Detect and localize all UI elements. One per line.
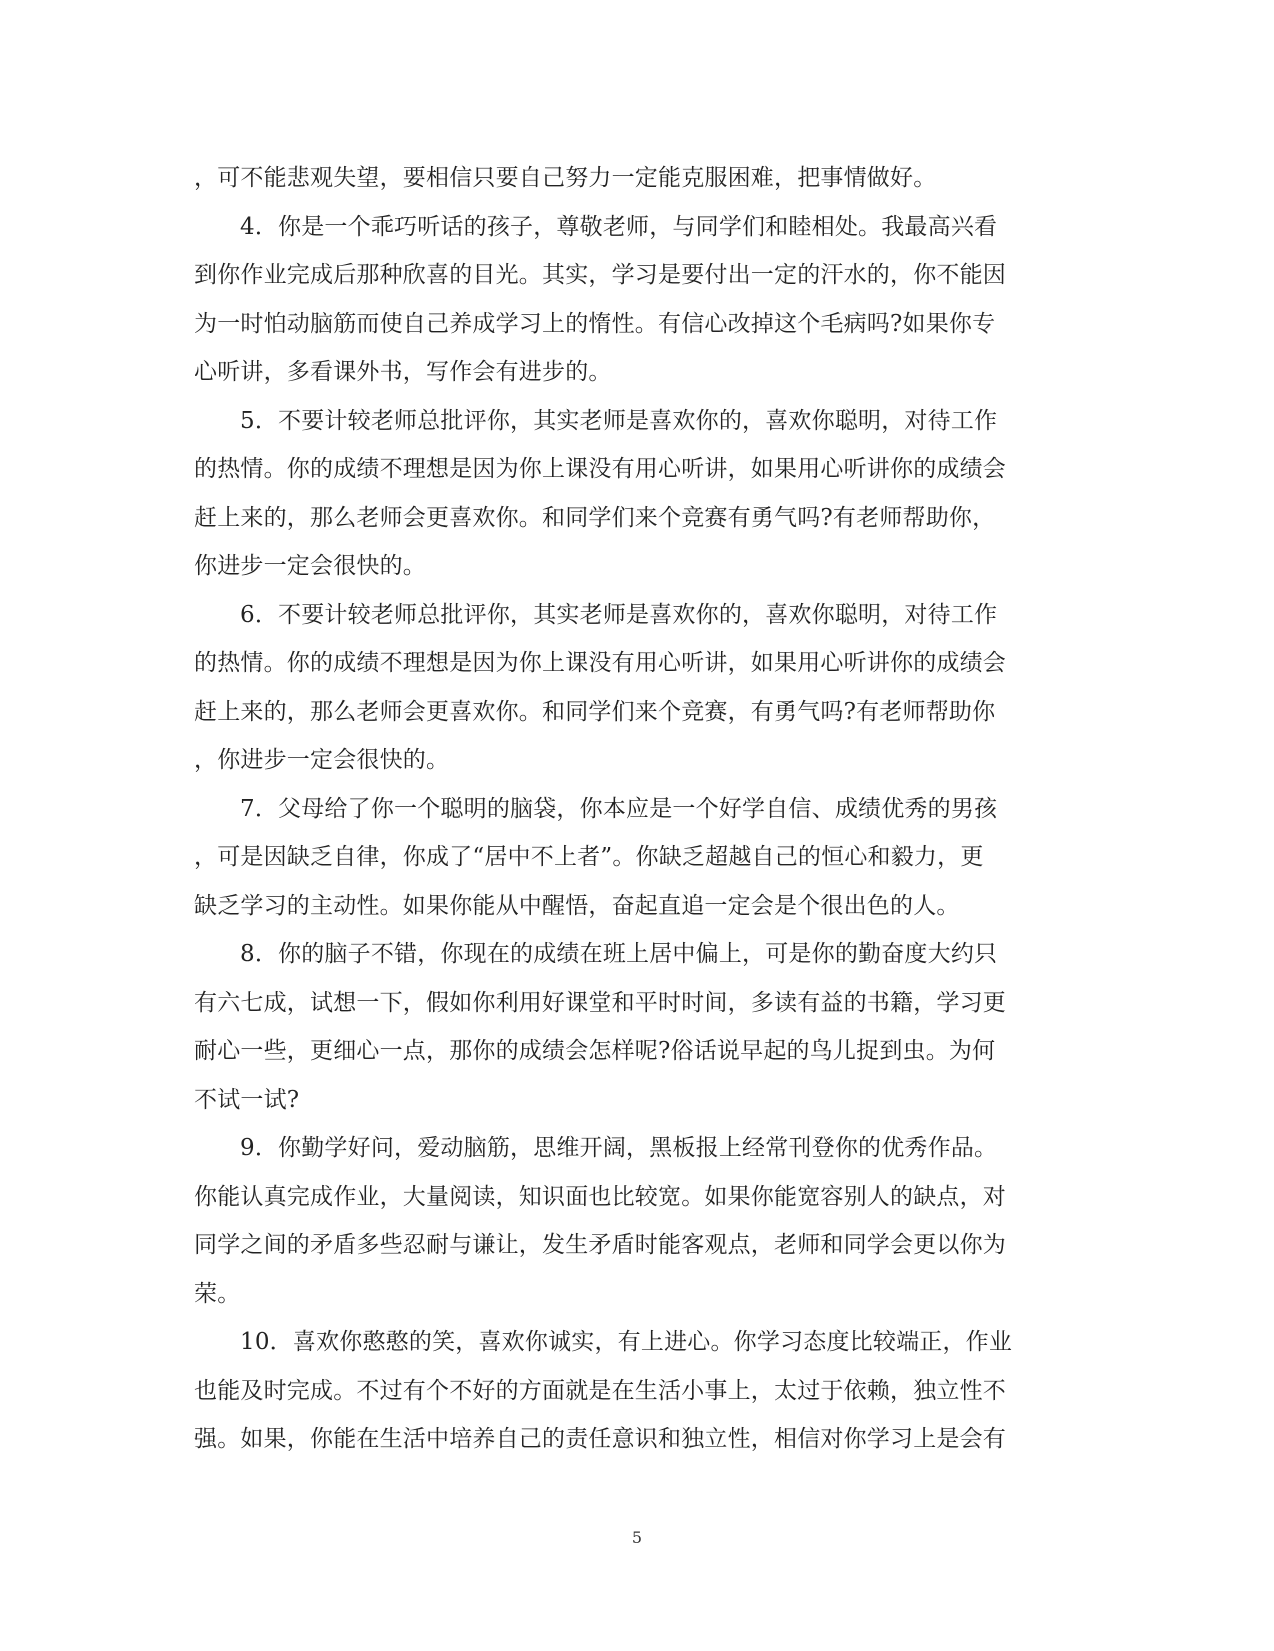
- text-line: 不试一试?: [194, 1086, 300, 1113]
- text-line: ，可是因缺乏自律，你成了“居中不上者”。你缺乏超越自己的恒心和毅力，更: [194, 844, 984, 870]
- paragraph-item-8: [194, 930, 1074, 1124]
- paragraph-item-4: [194, 203, 1074, 397]
- text-line: 有六七成，试想一下，假如你利用好课堂和平时时间，多读有益的书籍，学习更: [194, 989, 1006, 1016]
- text-line: 也能及时完成。不过有个不好的方面就是在生活小事上，太过于依赖，独立性不: [194, 1377, 1006, 1404]
- paragraph-continuation: [194, 154, 1074, 203]
- text-line: 为一时怕动脑筋而使自己养成学习上的惰性。有信心改掉这个毛病吗?如果你专: [194, 310, 996, 337]
- document-body: [194, 154, 1074, 1464]
- text-line: 9．你勤学好问，爱动脑筋，思维开阔，黑板报上经常刊登你的优秀作品。: [240, 1135, 998, 1161]
- text-line: 缺乏学习的主动性。如果你能从中醒悟，奋起直追一定会是个很出色的人。: [194, 892, 960, 919]
- text-line: 到你作业完成后那种欣喜的目光。其实，学习是要付出一定的汗水的，你不能因: [194, 262, 1006, 288]
- text-line: 的热情。你的成绩不理想是因为你上课没有用心听讲，如果用心听讲你的成绩会: [194, 456, 1006, 482]
- text-line: 强。如果，你能在生活中培养自己的责任意识和独立性，相信对你学习上是会有: [194, 1426, 1006, 1452]
- text-line: 4．你是一个乖巧听话的孩子，尊敬老师，与同学们和睦相处。我最高兴看: [240, 213, 998, 240]
- text-line: 心听讲，多看课外书，写作会有进步的。: [194, 359, 612, 385]
- paragraph-item-7: [194, 785, 1074, 931]
- text-line: ，你进步一定会很快的。: [194, 747, 450, 773]
- text-line: 7．父母给了你一个聪明的脑袋，你本应是一个好学自信、成绩优秀的男孩: [240, 795, 998, 822]
- text-line: 同学之间的矛盾多些忍耐与谦让，发生矛盾时能客观点，老师和同学会更以你为: [194, 1232, 1006, 1258]
- text-line: 赶上来的，那么老师会更喜欢你。和同学们来个竞赛，有勇气吗?有老师帮助你: [194, 698, 996, 725]
- text-line: 耐心一些，更细心一点，那你的成绩会怎样呢?俗话说早起的鸟儿捉到虫。为何: [194, 1038, 996, 1064]
- text-line: 8．你的脑子不错，你现在的成绩在班上居中偏上，可是你的勤奋度大约只: [240, 941, 998, 967]
- text-line: ，可不能悲观失望，要相信只要自己努力一定能克服困难，把事情做好。: [194, 165, 937, 191]
- paragraph-item-6: [194, 591, 1074, 785]
- text-line: 10．喜欢你憨憨的笑，喜欢你诚实，有上进心。你学习态度比较端正，作业: [240, 1329, 1013, 1355]
- text-line: 你能认真完成作业，大量阅读，知识面也比较宽。如果你能宽容别人的缺点，对: [194, 1183, 1006, 1210]
- paragraph-item-9: [194, 1124, 1074, 1318]
- text-line: 的热情。你的成绩不理想是因为你上课没有用心听讲，如果用心听讲你的成绩会: [194, 650, 1006, 676]
- paragraph-item-10: [194, 1318, 1074, 1464]
- text-line: 6．不要计较老师总批评你，其实老师是喜欢你的，喜欢你聪明，对待工作: [240, 601, 998, 628]
- paragraph-item-5: [194, 397, 1074, 591]
- text-line: 5．不要计较老师总批评你，其实老师是喜欢你的，喜欢你聪明，对待工作: [240, 407, 998, 434]
- text-line: 你进步一定会很快的。: [194, 553, 426, 579]
- page-number: 5: [631, 1528, 643, 1547]
- text-line: 荣。: [194, 1280, 241, 1307]
- text-line: 赶上来的，那么老师会更喜欢你。和同学们来个竞赛有勇气吗?有老师帮助你，: [194, 504, 996, 531]
